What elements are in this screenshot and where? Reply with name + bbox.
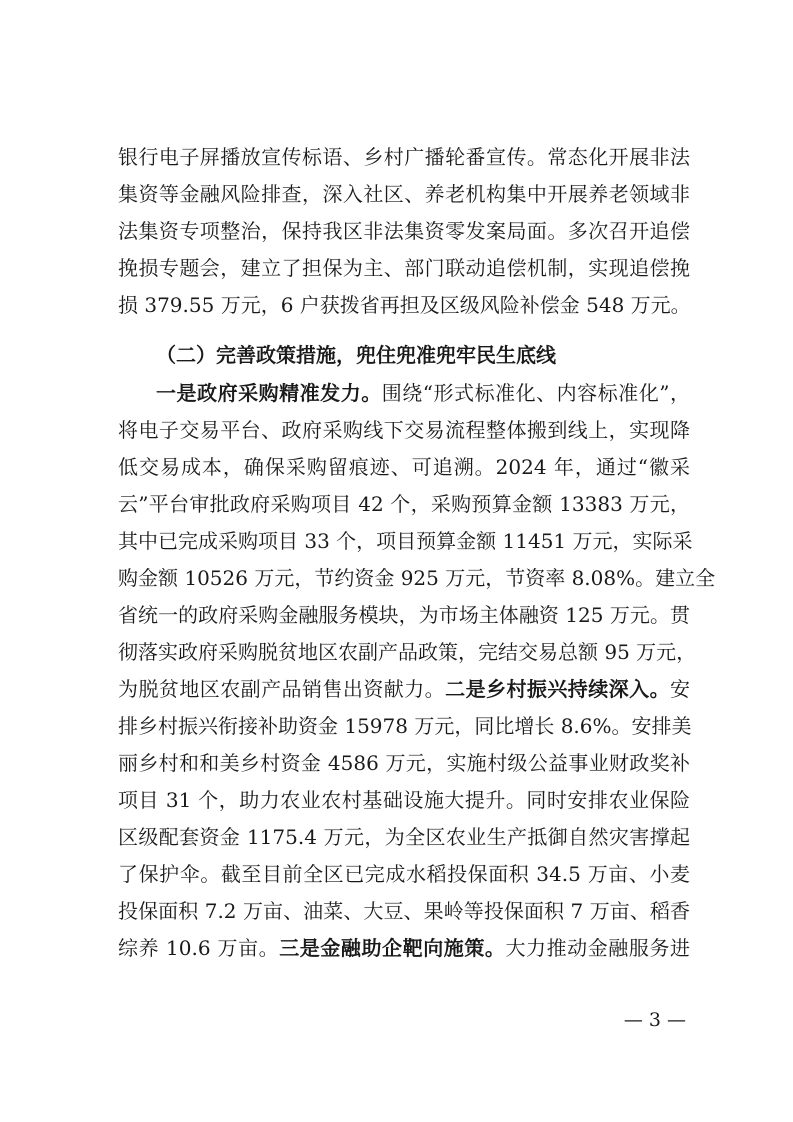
bold-lead: 三是金融助企靶向施策。 (279, 936, 506, 960)
paragraph-line: 彻落实政府采购脱贫地区农副产品政策，完结交易总额 95 万元， (118, 640, 697, 664)
line-text: 围绕“形式标准化、内容标准化”， (381, 381, 690, 405)
paragraph-line: 法集资专项整治，保持我区非法集资零发案局面。多次召开追偿 (118, 219, 690, 243)
paragraph-line: 了保护伞。截至目前全区已完成水稻投保面积 34.5 万亩、小麦 (118, 862, 690, 886)
paragraph-line: 省统一的政府采购金融服务模块，为市场主体融资 125 万元。贯 (118, 603, 690, 627)
bold-lead: 一是政府采购精准发力。 (156, 381, 382, 405)
paragraph-line: 低交易成本，确保采购留痕迹、可追溯。2024 年，通过“徽采 (118, 455, 690, 479)
paragraph-line: 区级配套资金 1175.4 万元，为全区农业生产抵御自然灾害撑起 (118, 825, 690, 849)
paragraph-line: 排乡村振兴衔接补助资金 15978 万元，同比增长 8.6%。安排美 (118, 714, 692, 738)
paragraph-line: 银行电子屏播放宣传标语、乡村广播轮番宣传。常态化开展非法 (118, 145, 690, 169)
section-heading: （二）完善政策措施，兜住兜准兜牢民生底线 (156, 343, 556, 367)
page-number: — 3 — (623, 1009, 686, 1031)
paragraph-line (118, 930, 690, 966)
line-text: 大力推动金融服务进 (505, 936, 691, 960)
paragraph-line: 将电子交易平台、政府采购线下交易流程整体搬到线上，实现降 (118, 418, 690, 442)
paragraph-line: 云”平台审批政府采购项目 42 个，采购预算金额 13383 万元， (118, 492, 690, 516)
line-text: 为脱贫地区农副产品销售出资献力。 (118, 677, 446, 701)
paragraph-line: 项目 31 个，助力农业农村基础设施大提升。同时安排农业保险 (118, 788, 690, 812)
paragraph-line: 投保面积 7.2 万亩、油菜、大豆、果岭等投保面积 7 万亩、稻香 (118, 899, 690, 923)
paragraph-line: 丽乡村和和美乡村资金 4586 万元，实施村级公益事业财政奖补 (118, 751, 690, 775)
paragraph-line: 集资等金融风险排查，深入社区、养老机构集中开展养老领域非 (118, 182, 690, 206)
paragraph-line: 损 379.55 万元，6 户获拨省再担及区级风险补偿金 548 万元。 (118, 293, 691, 317)
paragraph-line (156, 375, 690, 411)
paragraph-line: 挽损专题会，建立了担保为主、部门联动追偿机制，实现追偿挽 (118, 256, 690, 280)
line-text: 安 (670, 677, 691, 701)
paragraph-line: 其中已完成采购项目 33 个，项目预算金额 11451 万元，实际采 (118, 529, 693, 553)
bold-lead: 二是乡村振兴持续深入。 (445, 677, 671, 701)
paragraph-line: 购金额 10526 万元，节约资金 925 万元，节资率 8.08%。建立全 (118, 566, 716, 590)
line-text: 综养 10.6 万亩。 (118, 936, 280, 960)
paragraph-line (118, 671, 690, 707)
